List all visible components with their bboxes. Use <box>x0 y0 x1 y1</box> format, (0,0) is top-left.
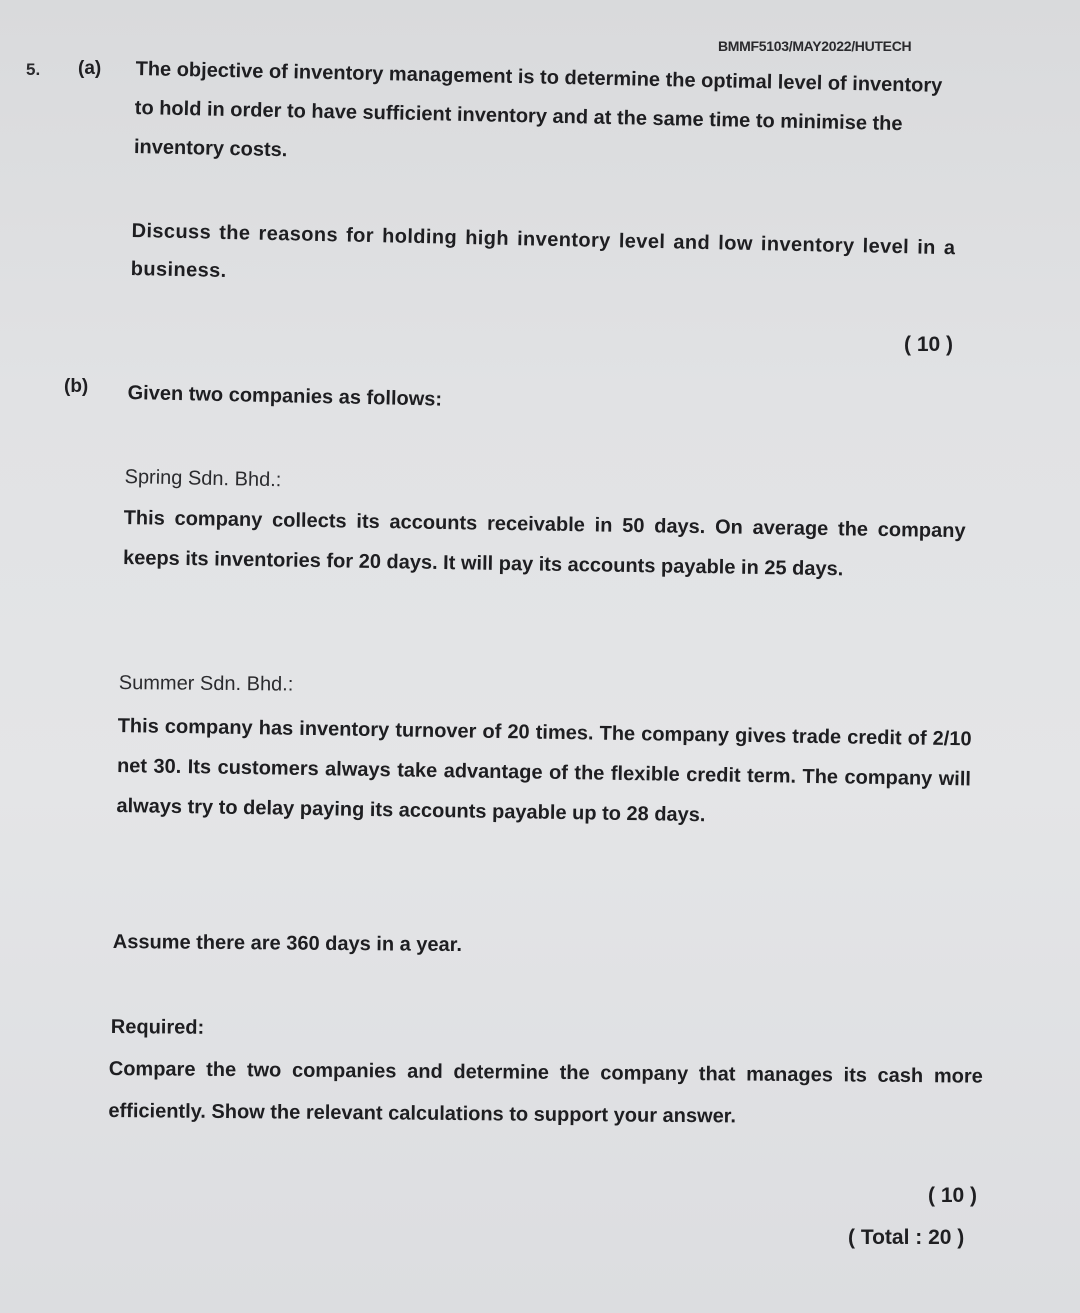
spring-company-text: This company collects its accounts receivable in 50 days. On average the company keeps its inventories for 20 days. It will pay its accounts payable in 25 days. <box>122 506 966 581</box>
part-b-intro: Given two companies as follows: <box>127 381 443 411</box>
part-b-label: (b) <box>64 376 89 397</box>
part-a-marks: ( 10 ) <box>904 333 954 356</box>
part-a-task: Discuss the reasons for holding high inventory level and low inventory level in a business. <box>130 219 956 282</box>
spring-company-name: Spring Sdn. Bhd.: <box>124 465 282 492</box>
part-a-statement: The objective of inventory management is to determine the optimal level of inventory to hold in order to have sufficient inventory and at the same time to minimise the inventory costs. <box>133 57 943 162</box>
total-marks: ( Total : 20 ) <box>848 1226 965 1249</box>
part-b-marks: ( 10 ) <box>928 1184 978 1207</box>
paper-code: BMMF5103/MAY2022/HUTECH <box>718 38 912 54</box>
part-a-label: (a) <box>78 58 102 79</box>
required-text: Compare the two companies and determine the company that manages its cash more efficiently. Show the relevant calculations to support your answer. <box>108 1057 983 1128</box>
summer-company-name: Summer Sdn. Bhd.: <box>118 671 294 696</box>
required-label: Required: <box>110 1015 205 1039</box>
summer-company-text: This company has inventory turnover of 20 times. The company gives trade credit of 2/10 net 30. Its customers always take advantage of the flexible credit term. The company will always try to delay paying its accounts payable up to 28 days. <box>116 714 972 827</box>
question-number: 5. <box>26 60 41 79</box>
assumption-text: Assume there are 360 days in a year. <box>112 930 463 957</box>
